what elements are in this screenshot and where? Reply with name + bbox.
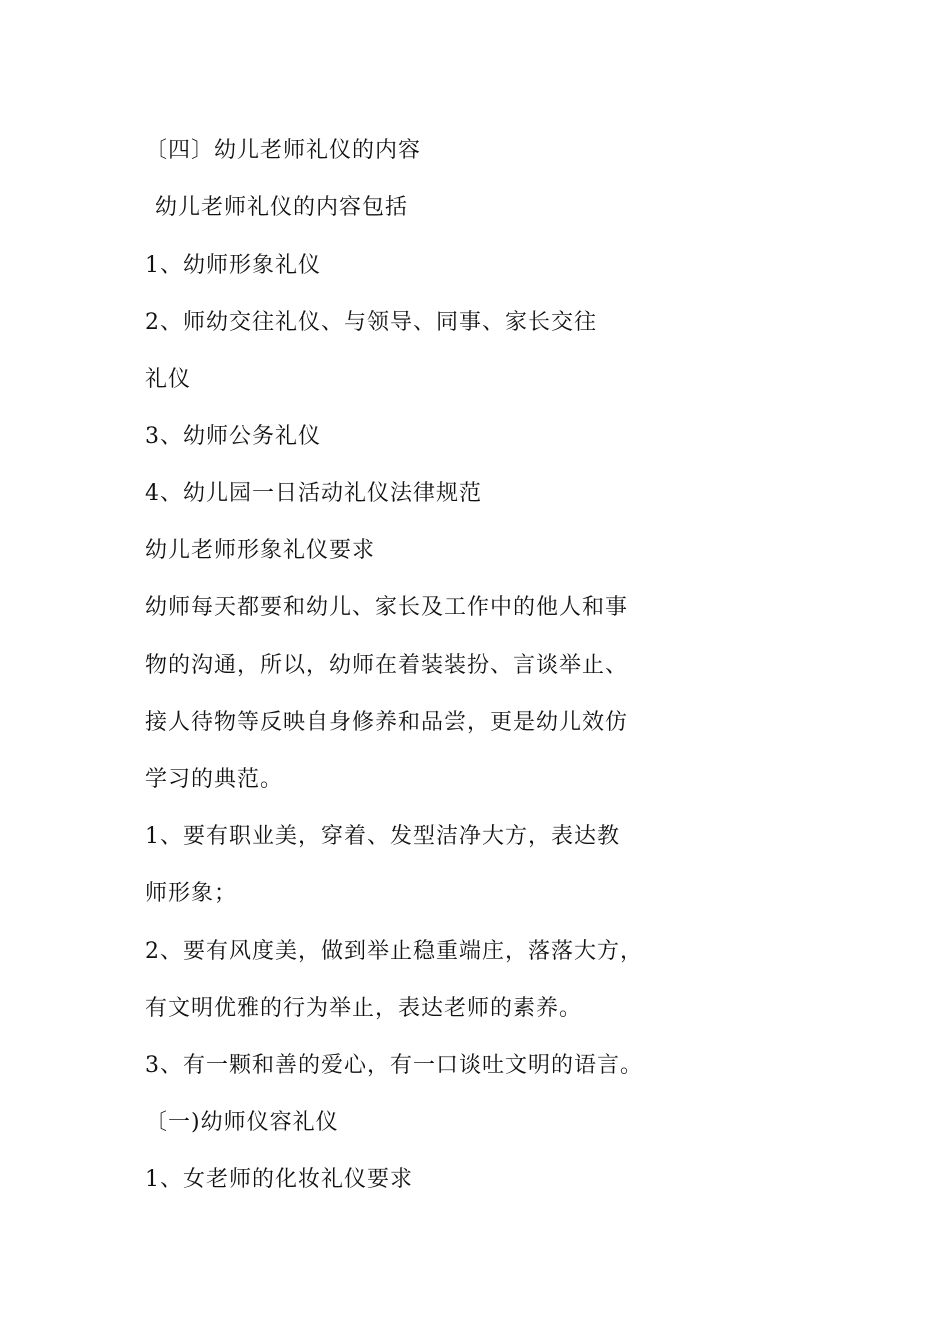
list-item-continuation: 礼仪 (145, 367, 192, 392)
list-item-continuation: 师形象； (145, 881, 238, 906)
subheading: 幼儿老师形象礼仪要求 (145, 538, 376, 563)
intro-line: 幼儿老师礼仪的内容包括 (155, 195, 409, 220)
list-item: 1、幼师形象礼仪 (145, 253, 321, 278)
paragraph-line: 物的沟通，所以，幼师在着装装扮、言谈举止、 (145, 653, 629, 678)
list-item: 2、要有风度美，做到举止稳重端庄，落落大方， (145, 939, 643, 964)
paragraph-line: 接人待物等反映自身修养和品尝，更是幼儿效仿 (145, 710, 629, 735)
section-heading: 〔一)幼师仪容礼仪 (145, 1110, 339, 1135)
list-item: 1、要有职业美，穿着、发型洁净大方，表达教 (145, 824, 620, 849)
list-item: 3、幼师公务礼仪 (145, 424, 321, 449)
section-heading: 〔四〕幼儿老师礼仪的内容 (145, 138, 422, 163)
list-item: 3、有一颗和善的爱心，有一口谈吐文明的语言。 (145, 1053, 643, 1078)
paragraph-line: 幼师每天都要和幼儿、家长及工作中的他人和事 (145, 595, 629, 620)
paragraph-line: 学习的典范。 (145, 767, 284, 792)
list-item: 2、师幼交往礼仪、与领导、同事、家长交往 (145, 310, 597, 335)
list-item-continuation: 有文明优雅的行为举止，表达老师的素养。 (145, 996, 583, 1021)
list-item: 1、女老师的化妆礼仪要求 (145, 1167, 413, 1192)
list-item: 4、幼儿园一日活动礼仪法律规范 (145, 481, 482, 506)
